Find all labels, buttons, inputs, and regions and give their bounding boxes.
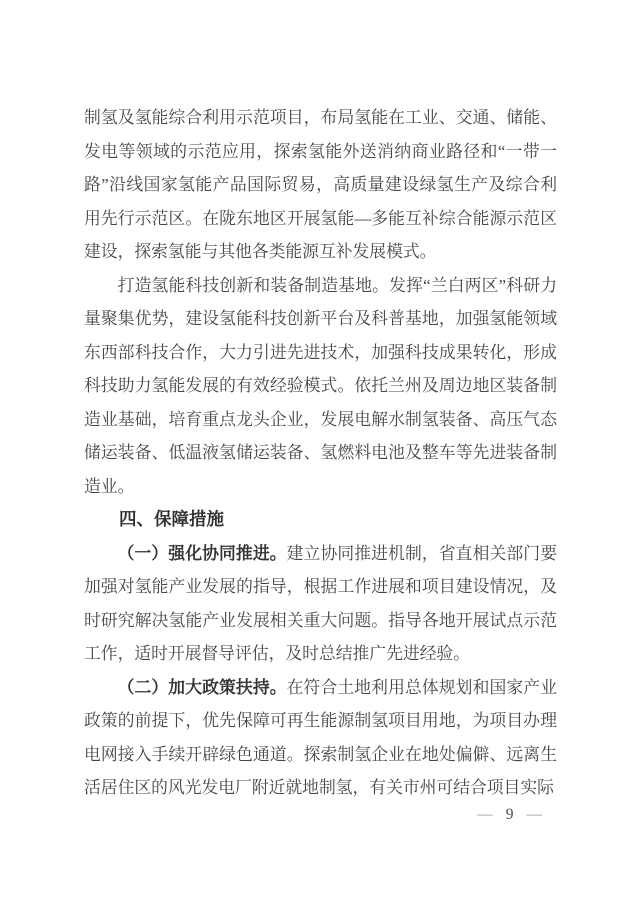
paragraph-continued-from-previous-page: 制氢及氢能综合利用示范项目，布局氢能在工业、交通、储能、发电等领域的示范应用，探索氢能外送消纳商业路径和“一带一路”沿线国家氢能产品国际贸易，高质量建设绿氢生产及综合利用先行示范区。在陇东地区开展氢能—多能互补综合能源示范区建设，探索氢能与其他各类能源互补发展模式。 [84, 108, 557, 261]
paragraph-tech-innovation-base: 打造氢能科技创新和装备制造基地。发挥“兰白两区”科研力量聚集优势，建设氢能科技创新平台及科普基地，加强氢能领域东西部科技合作，大力引进先进技术，加强科技成果转化，形成科技助力氢能发展的有效经验模式。依托兰州及周边地区装备制造业基础，培育重点龙头企业，发展电解水制氢装备、高压气态储运装备、低温液氢储运装备、氢燃料电池及整车等先进装备制造业。 [84, 275, 557, 496]
item-1-body: 建立协同推进机制，省直相关部门要加强对氢能产业发展的指导，根据工作进展和项目建设情况，及时研究解决氢能产业发展相关重大问题。指导各地开展试点示范工作，适时开展督导评估，及时总结推广先进经验。 [84, 543, 557, 663]
item-2-body: 在符合土地利用总体规划和国家产业政策的前提下，优先保障可再生能源制氢项目用地，为项目办理电网接入手续开辟绿色通道。探索制氢企业在地处偏僻、远离生活居住区的风光发电厂附近就地制氢，有关市州可结合项目实际 [84, 677, 557, 797]
page-number-value: 9 [505, 806, 514, 823]
item-2-title: （二）加大政策扶持。 [117, 677, 287, 697]
item-1-title: （一）强化协同推进。 [117, 543, 287, 563]
paragraph-item-2 [84, 671, 557, 805]
section-heading-safeguard-measures: 四、保障措施 [119, 509, 224, 529]
page-number [84, 803, 542, 827]
page-number-dash-right: — [526, 806, 542, 823]
page-number-dash-left: — [477, 806, 493, 823]
document-body [84, 101, 557, 805]
paragraph-item-1 [84, 537, 557, 671]
